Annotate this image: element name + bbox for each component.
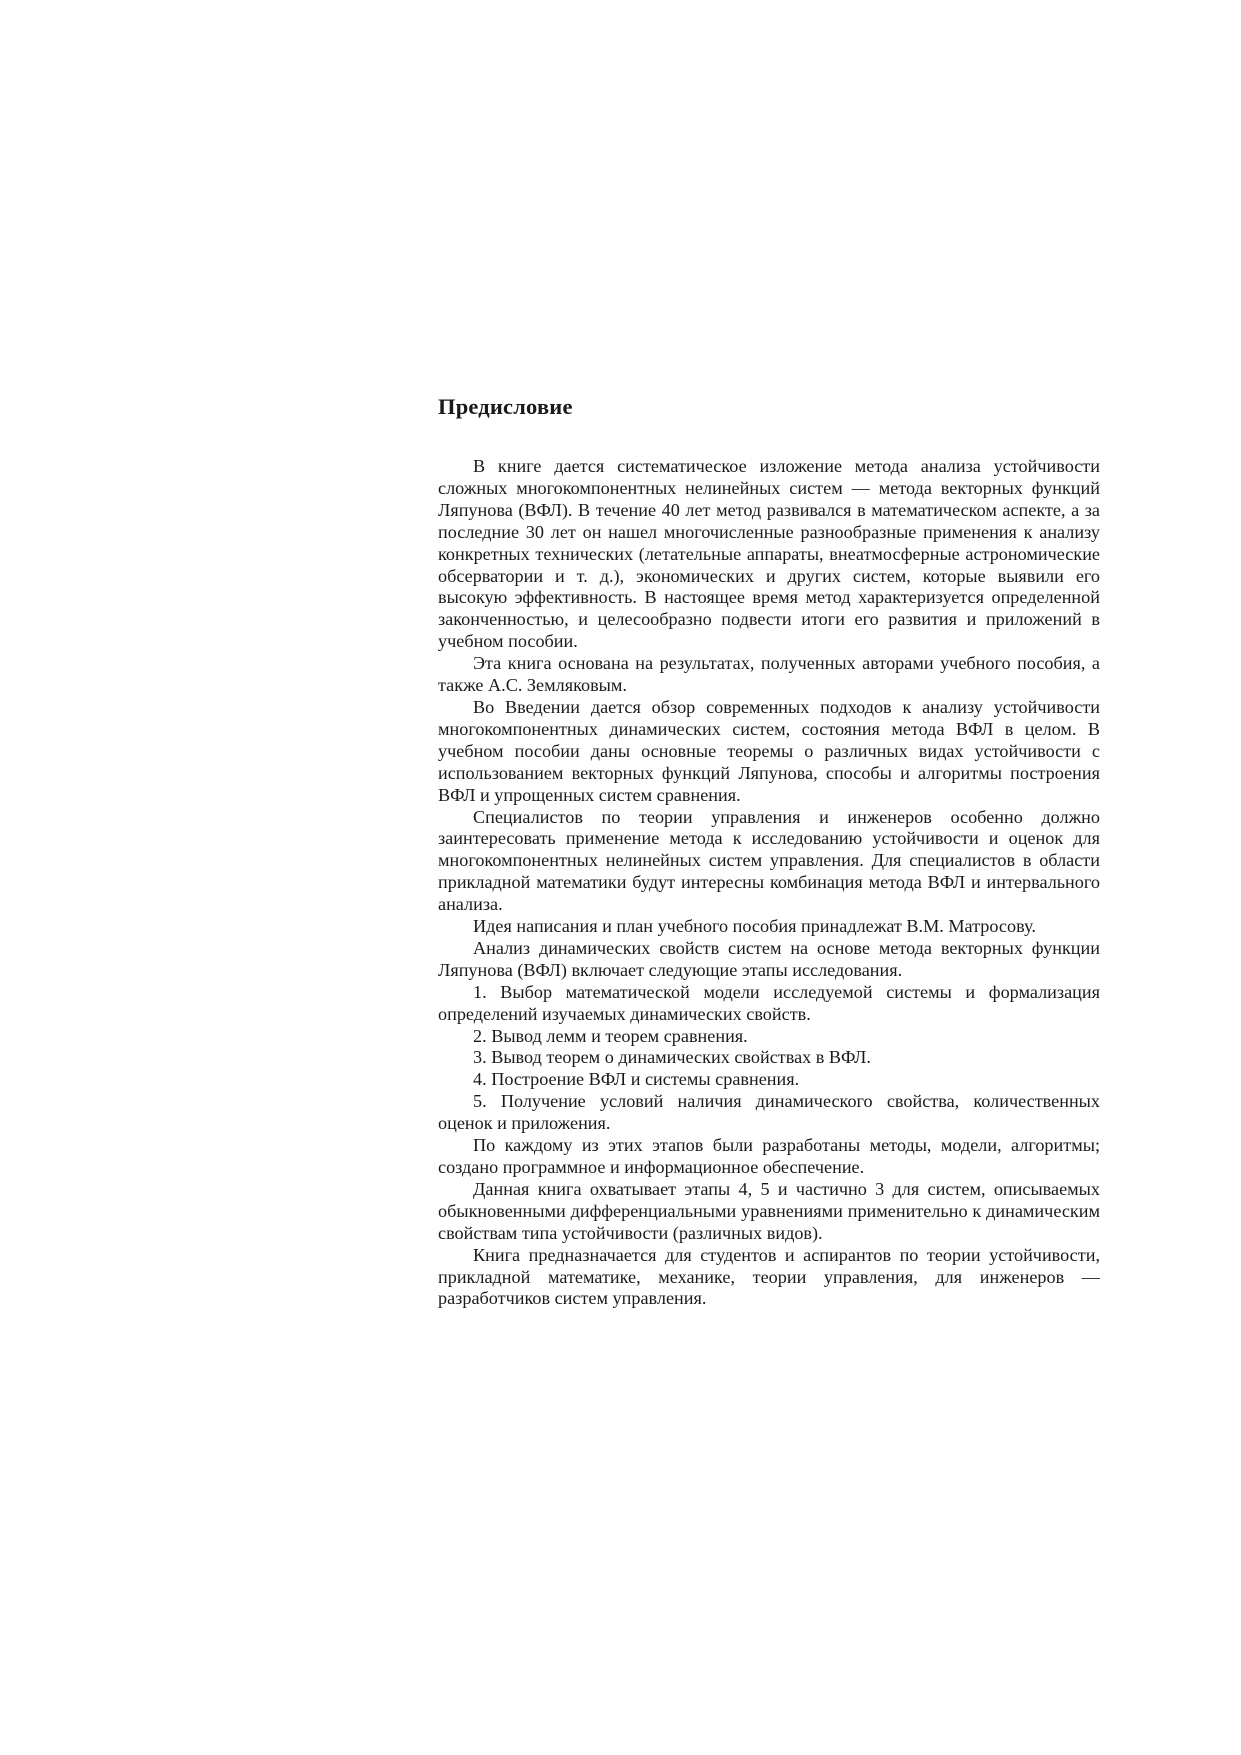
paragraph: Во Введении дается обзор современных подходов к анализу устойчивости многокомпонентных динамических систем, состояния метода ВФЛ в целом. В учебном пособии даны основные теоремы о различных видах устойчивости с использованием векторных функций Ляпунова, способы и алгоритмы построения ВФЛ и упрощенных систем сравнения. (438, 696, 1100, 805)
list-item-step-1: 1. Выбор математической модели исследуемой системы и формализация определений изучаемых динамических свойств. (438, 981, 1100, 1024)
paragraph: По каждому из этих этапов были разработаны методы, модели, алгоритмы; создано программное и информационное обеспечение. (438, 1135, 1100, 1177)
paragraph: В книге дается систематическое изложение метода анализа устойчивости сложных многокомпонентных нелинейных систем — метода векторных функций Ляпунова (ВФЛ). В течение 40 лет метод развивался в математическом аспекте, а за последние 30 лет он нашел многочисленные разнообразные применения к анализу конкретных технических (летательные аппараты, внеатмосферные астрономические обсерватории и т. д.), экономических и других систем, которые выявили его высокую эффективность. В настоящее время метод характеризуется определенной законченностью, и целесообразно подвести итоги его развития и приложений в учебном пособии. (438, 456, 1100, 652)
list-item-step-4: 4. Построение ВФЛ и системы сравнения. (473, 1069, 800, 1090)
paragraph: Специалистов по теории управления и инженеров особенно должно заинтересовать применение метода к исследованию устойчивости и оценок для многокомпонентных нелинейных систем управления. Для специалистов в области прикладной математики будут интересны комбинация метода ВФЛ и интервального анализа. (438, 806, 1100, 915)
paragraph: Данная книга охватывает этапы 4, 5 и частично 3 для систем, описываемых обыкновенными дифференциальными уравнениями применительно к динамическим свойствам типа устойчивости (различных видов). (438, 1178, 1100, 1243)
list-item-step-3: 3. Вывод теорем о динамических свойствах в ВФЛ. (473, 1047, 871, 1068)
list-item-step-5: 5. Получение условий наличия динамического свойства, количественных оценок и приложения. (438, 1091, 1100, 1134)
paragraph: Анализ динамических свойств систем на основе метода векторных функции Ляпунова (ВФЛ) включает следующие этапы исследования. (438, 937, 1100, 980)
paragraph: Эта книга основана на результатах, полученных авторами учебного пособия, а также А.С. Земляковым. (438, 653, 1100, 696)
preface-section (438, 392, 1100, 1310)
page-title: Предисловие (438, 394, 573, 419)
paragraph: Книга предназначается для студентов и аспирантов по теории устойчивости, прикладной математике, механике, теории управления, для инженеров — разработчиков систем управления. (438, 1244, 1100, 1309)
list-item-step-2: 2. Вывод лемм и теорем сравнения. (473, 1025, 748, 1046)
paragraph: Идея написания и план учебного пособия принадлежат В.М. Матросову. (473, 916, 1036, 937)
